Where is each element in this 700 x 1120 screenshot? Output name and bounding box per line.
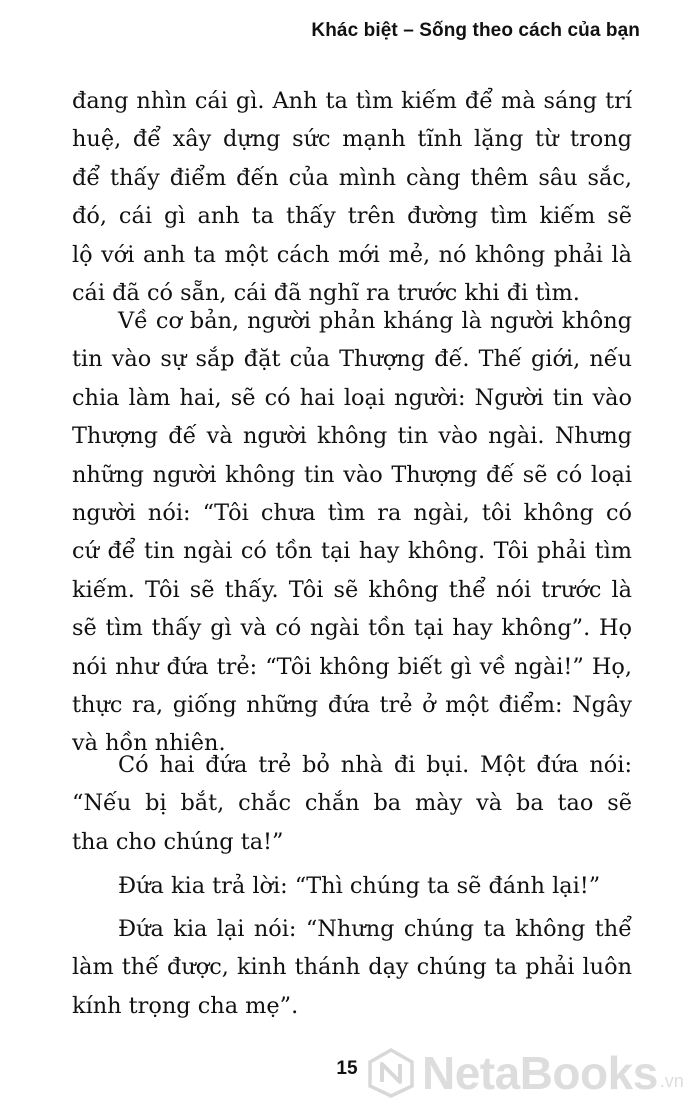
netabooks-logo-icon [366, 1048, 416, 1098]
text-line: để thấy điểm đến của mình càng thêm sâu sắc, [72, 164, 632, 191]
text-line: đang nhìn cái gì. Anh ta tìm kiếm để mà sáng trí [72, 88, 632, 114]
text-line: kính trọng cha mẹ”. [72, 992, 299, 1019]
text-line: thực ra, giống những đứa trẻ ở một điểm: Ngây [72, 691, 632, 718]
text-line: làm thế được, kinh thánh dạy chúng ta phải luôn [72, 954, 632, 981]
paragraph-5 [72, 910, 632, 1025]
text-line: những người không tin vào Thượng đế sẽ có loại [72, 461, 632, 488]
paragraph-1 [72, 82, 632, 312]
text-line: Có hai đứa trẻ bỏ nhà đi bụi. Một đứa nói: [118, 752, 632, 778]
text-line: nói như đứa trẻ: “Tôi không biết gì về ngài!” Họ, [72, 653, 632, 680]
text-line: Thượng đế và người không tin vào ngài. Nhưng [72, 423, 632, 450]
paragraph-3 [72, 746, 632, 861]
text-line: Đứa kia trả lời: “Thì chúng ta sẽ đánh lại!” [118, 873, 601, 899]
watermark [366, 1046, 684, 1100]
text-line: Đứa kia lại nói: “Nhưng chúng ta không thể [118, 916, 632, 942]
page-number: 15 [336, 1058, 358, 1079]
text-line: tha cho chúng ta!” [72, 828, 284, 855]
text-line: chia làm hai, sẽ có hai loại người: Người tin vào [72, 384, 632, 411]
paragraph-4 [72, 867, 632, 905]
text-line: tin vào sự sắp đặt của Thượng đế. Thế giới, nếu [72, 346, 632, 373]
text-line: người nói: “Tôi chưa tìm ra ngài, tôi không có [72, 499, 632, 526]
text-line: sẽ tìm thấy gì và có ngài tồn tại hay không”. Họ [72, 615, 632, 642]
text-line: đó, cái gì anh ta thấy trên đường tìm kiếm sẽ [72, 203, 632, 230]
text-line: cái đã có sẵn, cái đã nghĩ ra trước khi đi tìm. [72, 279, 580, 306]
watermark-brand: NetaBooks [422, 1047, 658, 1099]
text-line: huệ, để xây dựng sức mạnh tĩnh lặng từ trong [72, 126, 632, 153]
paragraph-2 [72, 302, 632, 763]
text-line: và hồn nhiên. [72, 730, 226, 757]
text-line: cứ để tin ngài có tồn tại hay không. Tôi phải tìm [72, 538, 632, 565]
running-header: Khác biệt – Sống theo cách của bạn [311, 20, 640, 41]
watermark-suffix: .vn [659, 1071, 684, 1091]
text-line: lộ với anh ta một cách mới mẻ, nó không phải là [72, 241, 632, 268]
text-line: kiếm. Tôi sẽ thấy. Tôi sẽ không thể nói trước là [72, 576, 632, 603]
text-line: Về cơ bản, người phản kháng là người không [118, 308, 632, 334]
text-line: “Nếu bị bắt, chắc chắn ba mày và ba tao sẽ [72, 790, 632, 817]
